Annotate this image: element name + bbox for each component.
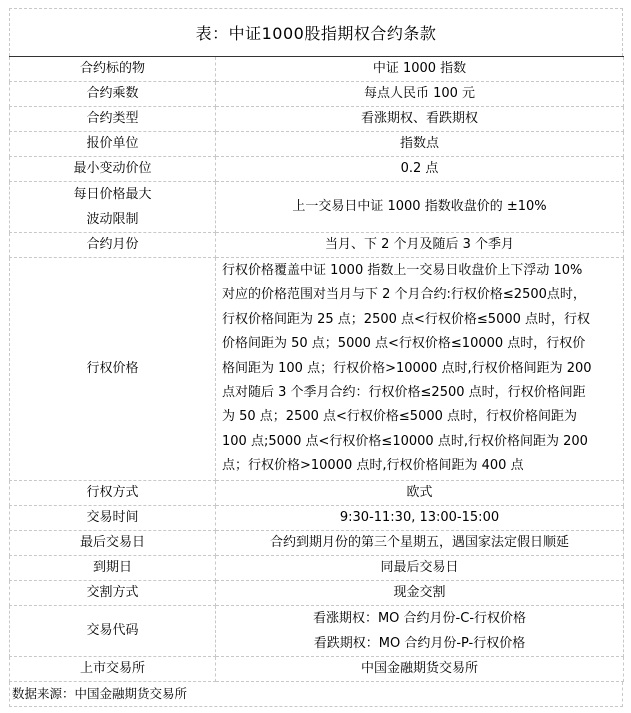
row-label: 最后交易日 — [10, 530, 216, 555]
row-value: 上一交易日中证 1000 指数收盘价的 ±10% — [216, 182, 624, 233]
row-label: 交易时间 — [10, 505, 216, 530]
table-row — [10, 530, 624, 555]
value-line: 看涨期权：MO 合约月份-C-行权价格 — [312, 610, 527, 626]
row-value: 每点人民币 100 元 — [216, 82, 624, 107]
row-label — [10, 182, 216, 233]
table-row — [10, 580, 624, 605]
table-row — [10, 505, 624, 530]
table-row — [10, 480, 624, 505]
table-row — [10, 233, 624, 258]
value-line: 价格间距为 50 点；5000 点<行权价格≤10000 点时，行权价 — [222, 336, 586, 352]
row-value: 中证 1000 指数 — [216, 57, 624, 82]
value-line: 格间距为 100 点；行权价格>10000 点时,行权价格间距为 200 — [222, 360, 592, 376]
table-row — [10, 107, 624, 132]
value-line: 点对随后 3 个季月合约：行权价格≤2500 点时，行权价格间距 — [222, 385, 586, 401]
row-value: 指数点 — [216, 132, 624, 157]
table-row — [10, 157, 624, 182]
row-value: 9:30-11:30, 13:00-15:00 — [216, 505, 624, 530]
row-value: 现金交割 — [216, 580, 624, 605]
value-line: 点；行权价格>10000 点时,行权价格间距为 400 点 — [222, 458, 524, 474]
row-label-line: 每日价格最大 — [73, 187, 152, 202]
row-value: 当月、下 2 个月及随后 3 个季月 — [216, 233, 624, 258]
row-label: 合约月份 — [10, 233, 216, 258]
row-label: 合约乘数 — [10, 82, 216, 107]
row-value — [216, 605, 624, 656]
row-label: 上市交易所 — [10, 656, 216, 681]
table-row — [10, 82, 624, 107]
row-label: 行权价格 — [10, 258, 216, 481]
row-label: 报价单位 — [10, 132, 216, 157]
row-label-line: 波动限制 — [86, 212, 139, 227]
row-label: 到期日 — [10, 555, 216, 580]
data-source-note: 数据来源：中国金融期货交易所 — [9, 682, 623, 707]
row-value — [216, 258, 624, 481]
contract-spec-table — [9, 56, 624, 682]
row-label: 交割方式 — [10, 580, 216, 605]
row-value: 欧式 — [216, 480, 624, 505]
row-value: 中国金融期货交易所 — [216, 656, 624, 681]
row-label: 合约类型 — [10, 107, 216, 132]
row-value: 看涨期权、看跌期权 — [216, 107, 624, 132]
table-row — [10, 605, 624, 656]
row-label: 行权方式 — [10, 480, 216, 505]
row-label: 合约标的物 — [10, 57, 216, 82]
table-row — [10, 555, 624, 580]
value-line: 行权价格覆盖中证 1000 指数上一交易日收盘价上下浮动 10% — [222, 263, 583, 278]
row-label: 交易代码 — [10, 605, 216, 656]
contract-spec-document — [9, 8, 623, 707]
row-value: 合约到期月份的第三个星期五，遇国家法定假日顺延 — [216, 530, 624, 555]
table-title: 表：中证1000股指期权合约条款 — [9, 8, 623, 56]
value-line: 为 50 点；2500 点<行权价格≤5000 点时，行权价格间距为 — [222, 409, 578, 425]
table-row — [10, 182, 624, 233]
table-row — [10, 57, 624, 82]
value-line: 对应的价格范围对当月与下 2 个月合约:行权价格≤2500点时， — [222, 287, 586, 303]
table-row — [10, 132, 624, 157]
value-line: 100 点;5000 点<行权价格≤10000 点时,行权价格间距为 200 — [222, 433, 588, 449]
row-value: 同最后交易日 — [216, 555, 624, 580]
value-line: 看跌期权：MO 合约月份-P-行权价格 — [313, 635, 526, 651]
row-label: 最小变动价位 — [10, 157, 216, 182]
value-line: 行权价格间距为 25 点；2500 点<行权价格≤5000 点时，行权 — [222, 311, 591, 327]
table-row — [10, 258, 624, 481]
table-row — [10, 656, 624, 681]
row-value: 0.2 点 — [216, 157, 624, 182]
